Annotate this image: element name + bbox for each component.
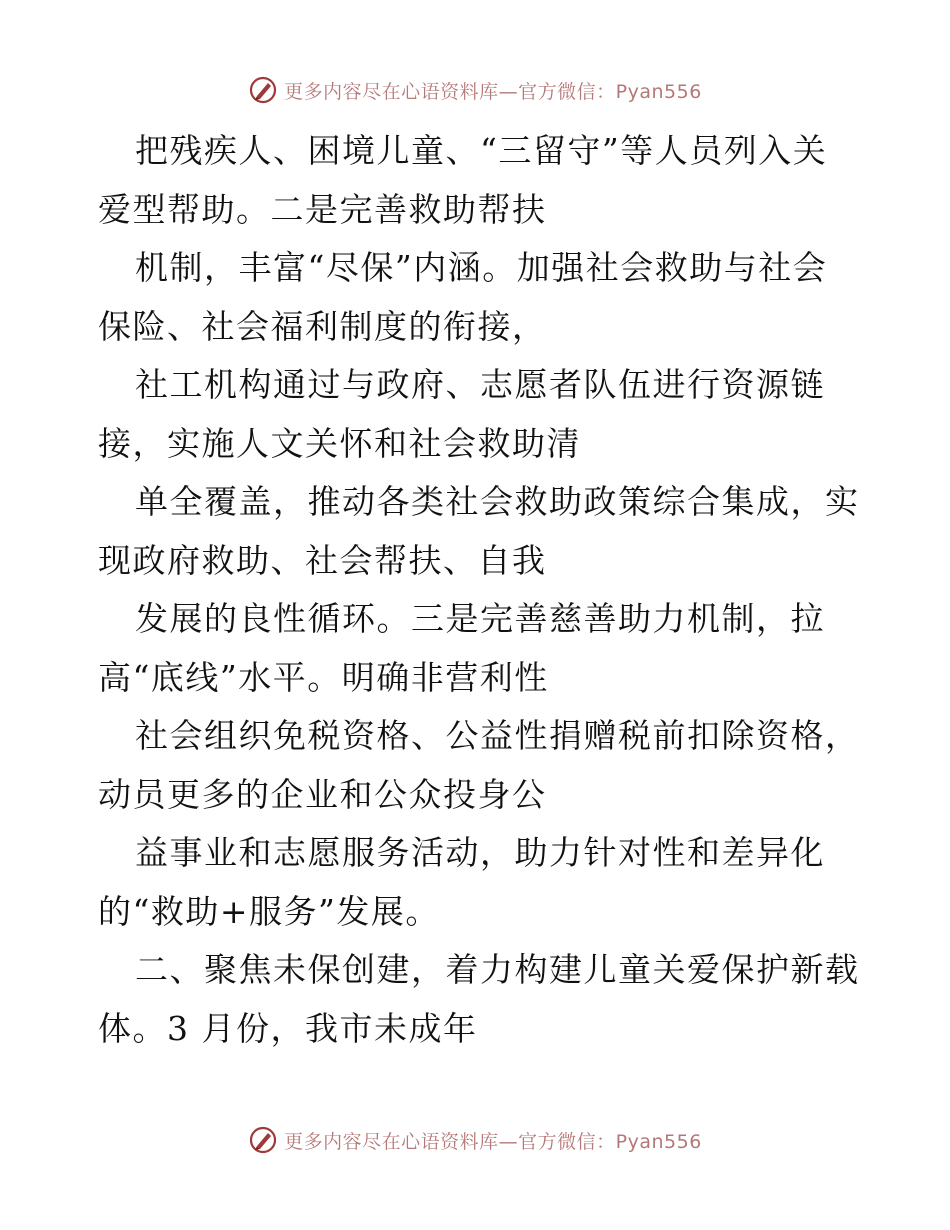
text-line: 保险、社会福利制度的衔接， xyxy=(98,306,547,346)
text-line: 机制，丰富“尽保”内涵。加强社会救助与社会 xyxy=(135,248,828,287)
text-line: 接，实施人文关怀和社会救助清 xyxy=(98,423,581,463)
text-line: 社会组织免税资格、公益性捐赠税前扣除资格， xyxy=(135,716,860,755)
header-watermark xyxy=(0,70,950,110)
text-line: 爱型帮助。二是完善救助帮扶 xyxy=(98,189,547,229)
pen-logo-icon xyxy=(248,75,278,105)
watermark-text: 更多内容尽在心语资料库—官方微信：Pyan556 xyxy=(284,1130,702,1153)
footer-watermark xyxy=(0,1120,950,1160)
text-line: 体。3 月份，我市未成年 xyxy=(98,1008,478,1048)
document-body xyxy=(98,122,858,1058)
text-line: 高“底线”水平。明确非营利性 xyxy=(98,657,549,697)
text-line: 社工机构通过与政府、志愿者队伍进行资源链 xyxy=(135,365,825,404)
text-line: 动员更多的企业和公众投身公 xyxy=(98,774,547,814)
text-line: 二、聚焦未保创建，着力构建儿童关爱保护新载 xyxy=(135,950,860,989)
text-line: 的“救助+服务”发展。 xyxy=(98,891,440,931)
text-line: 发展的良性循环。三是完善慈善助力机制，拉 xyxy=(135,599,825,638)
text-line: 益事业和志愿服务活动，助力针对性和差异化 xyxy=(135,833,825,872)
pen-logo-icon xyxy=(248,1125,278,1155)
text-line: 现政府救助、社会帮扶、自我 xyxy=(98,540,547,580)
watermark-text: 更多内容尽在心语资料库—官方微信：Pyan556 xyxy=(284,80,702,103)
text-line: 把残疾人、困境儿童、“三留守”等人员列入关 xyxy=(135,131,828,170)
text-line: 单全覆盖，推动各类社会救助政策综合集成，实 xyxy=(135,482,860,521)
